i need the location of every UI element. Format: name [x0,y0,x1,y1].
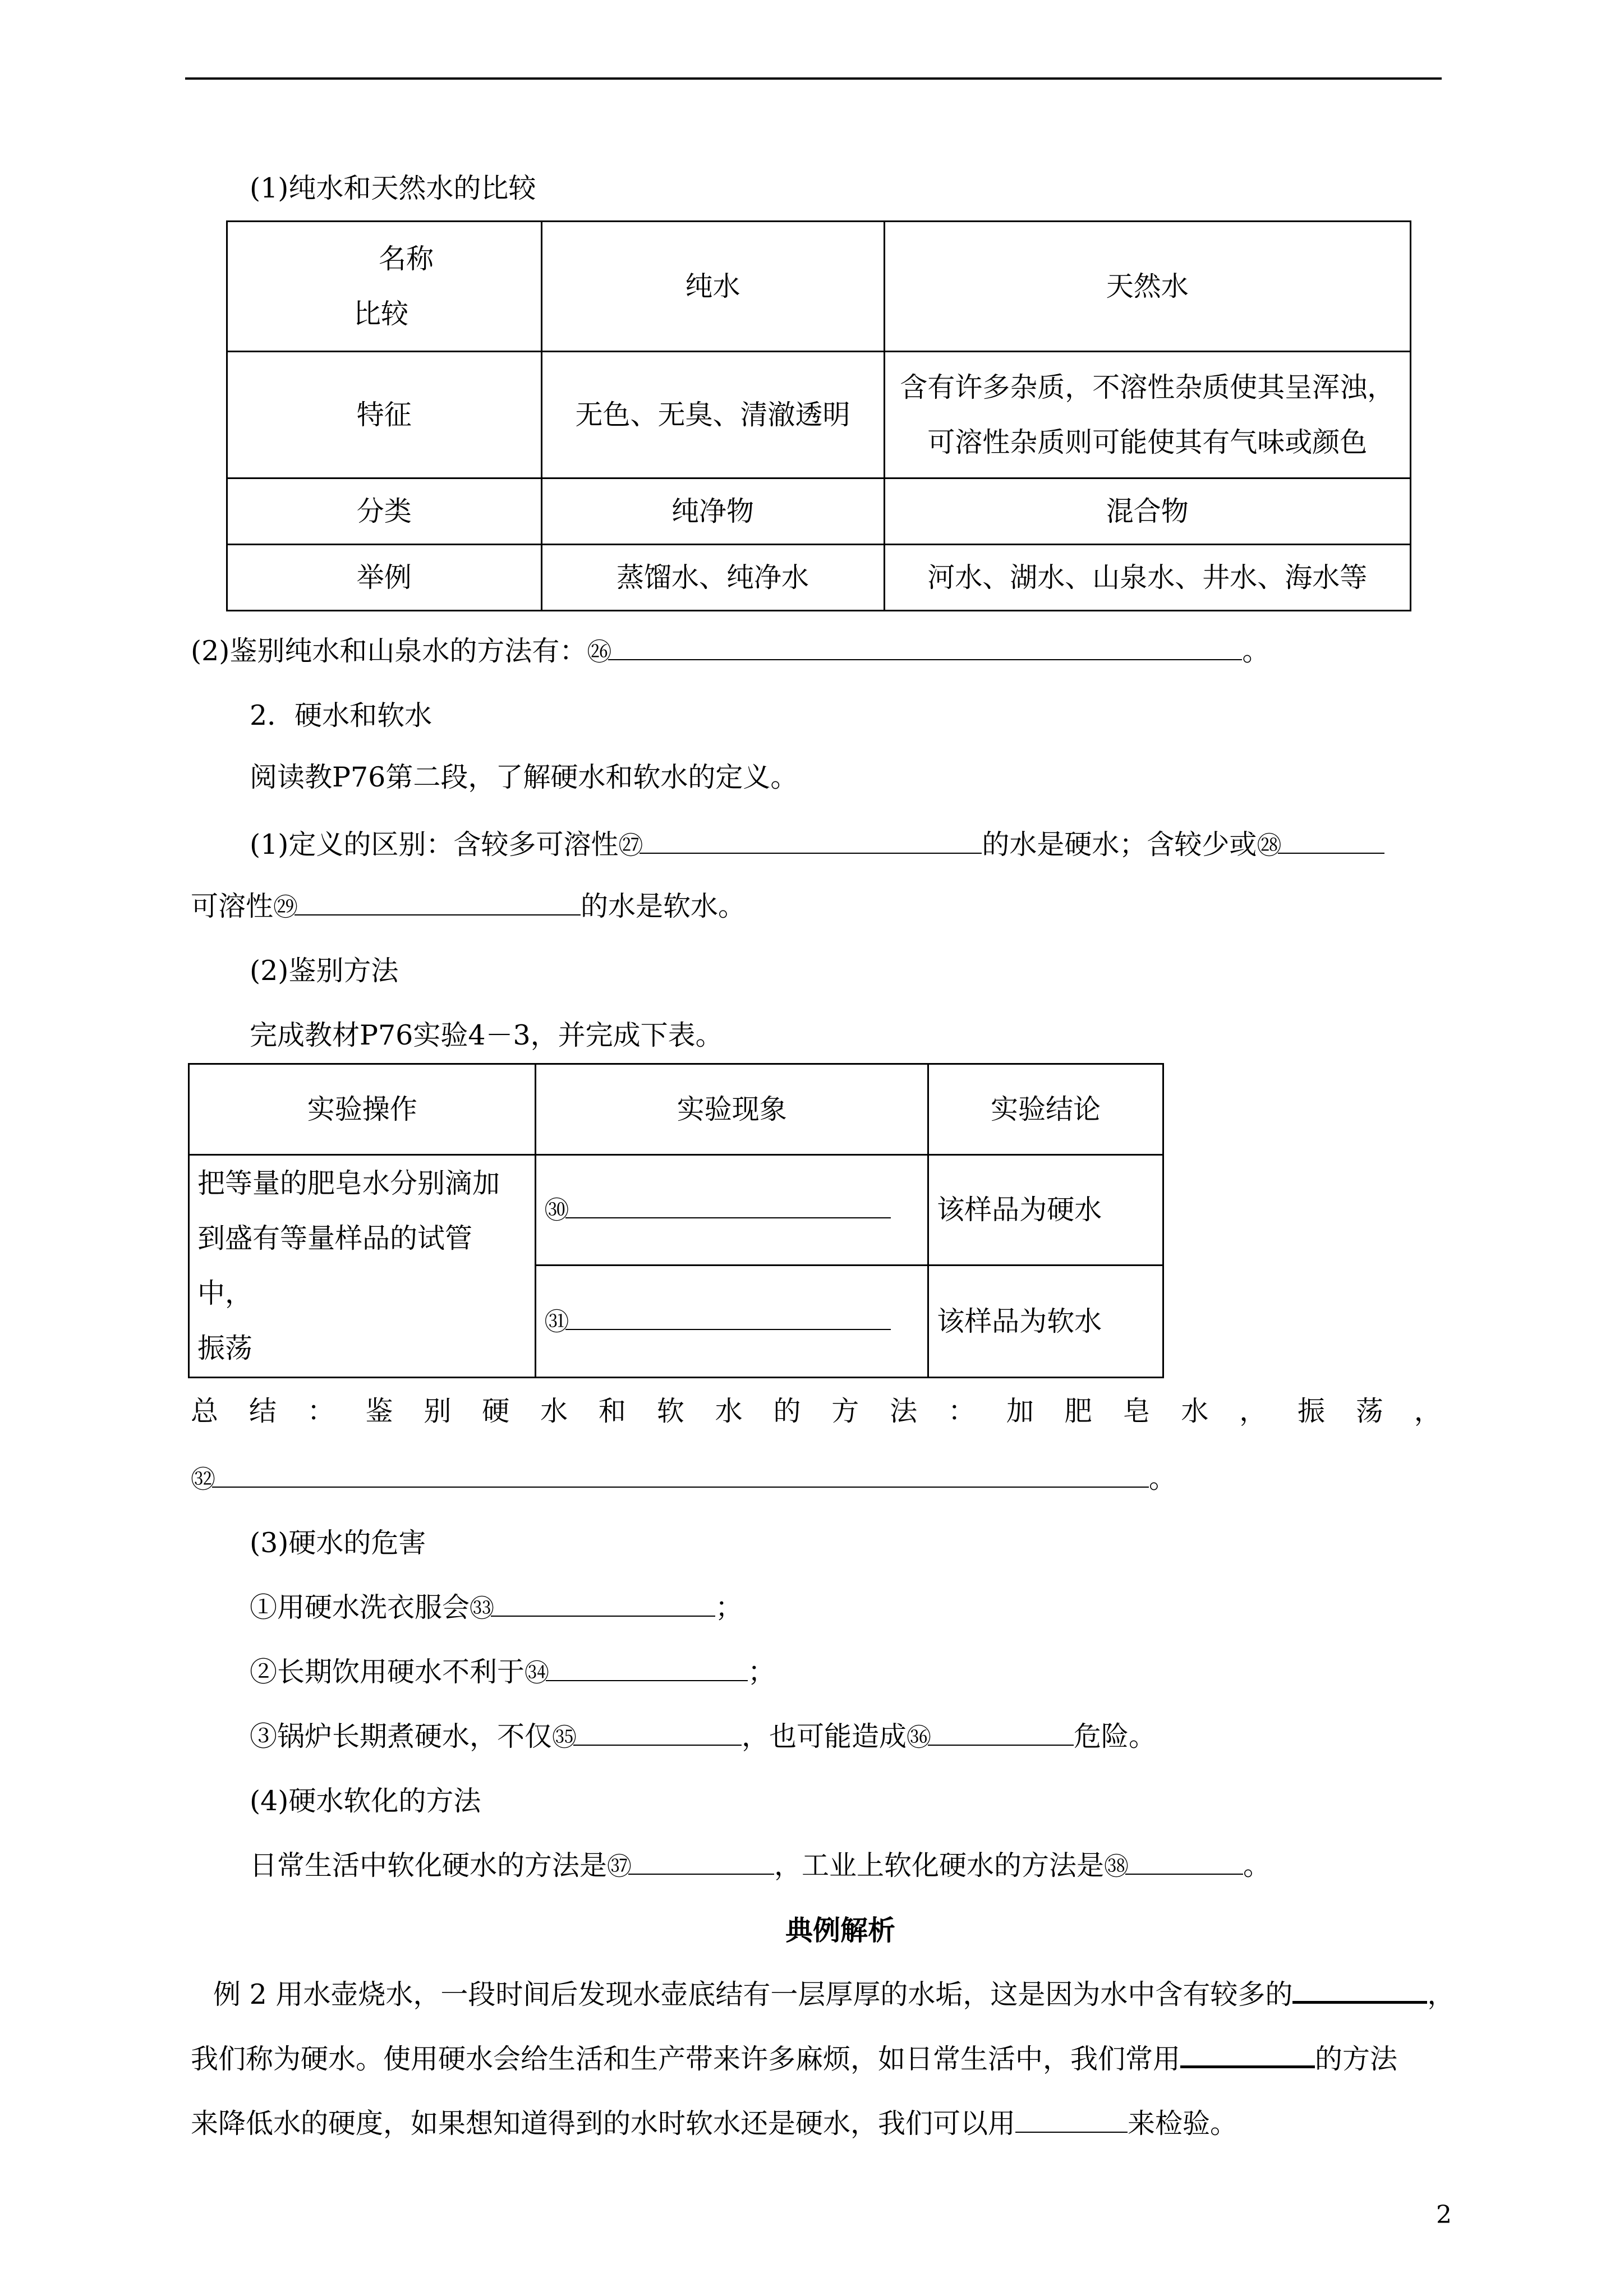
punct: 。 [1242,635,1270,667]
definition-line1 [250,827,1384,863]
summary-line [191,1394,1442,1429]
soften-heading: (4)硬水软化的方法 [250,1785,481,1817]
answer-blank-32[interactable] [212,1465,1149,1488]
punct: 。 [1243,1849,1271,1881]
punct: ； [715,1591,743,1623]
exp-conclusion-hard: 该样品为硬水 [928,1155,1163,1266]
summary-char: ： [307,1395,335,1427]
answer-blank-27[interactable] [640,831,982,854]
answer-blank-33[interactable] [491,1594,715,1617]
cell-feature-natural-line1: 含有许多杂质，不溶性杂质使其呈浑浊， [900,371,1395,403]
punct: ， [1427,1978,1455,2010]
punct: ； [748,1656,776,1688]
exp-header-conclusion: 实验结论 [928,1064,1163,1155]
summary-char: 加 [1006,1395,1034,1427]
summary-char: 方 [831,1395,859,1427]
header-pure: 纯水 [541,222,884,352]
definition-text-c: 可溶性 [191,890,274,922]
row-label-feature: 特征 [227,352,542,478]
summary-answer-line [191,1461,1176,1497]
summary-char: 鉴 [365,1395,393,1427]
answer-blank-31[interactable] [565,1308,891,1330]
exp-header-phenomenon: 实验现象 [536,1064,928,1155]
corner-top-label: 名称 [379,242,434,275]
example-blank-1[interactable] [1292,1981,1427,2004]
section2-heading: 2．硬水和软水 [250,700,433,731]
example-blank-3[interactable] [1015,2110,1128,2133]
row-label-category: 分类 [227,478,542,545]
summary-char: 别 [424,1395,452,1427]
harm-item-2 [250,1655,775,1691]
blank-marker-31: ㉛ [544,1307,566,1336]
exp-operation-line1: 把等量的肥皂水分别滴加 [197,1167,500,1199]
exp-phenomenon-soft [536,1266,928,1378]
header-natural: 天然水 [884,222,1410,352]
blank-marker-28: ㉘ [1257,831,1278,860]
answer-blank-36[interactable] [928,1723,1074,1746]
method-heading: (2)鉴别方法 [250,955,399,987]
exp-phenomenon-hard [536,1155,928,1266]
answer-blank-28[interactable] [1278,831,1384,854]
harm-item-2-text: ②长期饮用硬水不利于 [250,1656,525,1688]
definition-text-d: 的水是软水。 [581,890,746,922]
soften-text-b: ，工业上软化硬水的方法是 [774,1849,1105,1881]
example-blank-2[interactable] [1180,2046,1315,2068]
blank-marker-29: ㉙ [273,893,295,922]
soften-text-a: 日常生活中软化硬水的方法是 [250,1849,608,1881]
exp-header-operation: 实验操作 [189,1064,536,1155]
summary-char: 皂 [1122,1395,1151,1427]
experiment-intro: 完成教材P76实验4－3，并完成下表。 [250,1019,723,1051]
summary-char: 肥 [1064,1395,1092,1427]
exp-conclusion-soft: 该样品为软水 [928,1266,1163,1378]
example-text-1: 例 2 用水壶烧水，一段时间后发现水壶底结有一层厚厚的水垢，这是因为水中含有较多的 [213,1978,1293,2010]
summary-char: 法 [890,1395,918,1427]
experiment-table [188,1063,1164,1378]
example-line3 [191,2106,1237,2141]
answer-blank-29[interactable] [295,893,581,915]
harm-heading: (3)硬水的危害 [250,1527,426,1559]
summary-char: 硬 [482,1395,510,1427]
summary-char: 水 [715,1395,743,1427]
answer-blank-38[interactable] [1125,1852,1243,1875]
blank-marker-26: ㉖ [587,638,609,666]
summary-char: 荡 [1355,1395,1383,1427]
example-heading: 典例解析 [785,1914,896,1947]
blank-marker-33: ㉝ [470,1594,491,1623]
header-rule [185,77,1442,80]
blank-marker-32: ㉜ [191,1465,212,1494]
example-text-2-end: 的方法 [1315,2043,1398,2075]
identify-question [191,634,1269,670]
cell-example-pure: 蒸馏水、纯净水 [541,545,884,611]
definition-line2 [191,889,746,925]
cell-category-natural: 混合物 [884,478,1410,545]
row-label-example: 举例 [227,545,542,611]
soften-line [250,1848,1271,1884]
exp-operation-line2: 到盛有等量样品的试管中， [197,1222,473,1309]
summary-char: 总 [191,1395,219,1427]
answer-blank-35[interactable] [573,1723,742,1746]
exp-operation-line3: 振荡 [197,1332,253,1364]
harm-item-1 [250,1590,743,1626]
definition-text-a: (1)定义的区别：含较多可溶性 [250,829,619,861]
summary-char: 结 [249,1395,277,1427]
summary-char: ： [947,1395,976,1427]
summary-char: 水 [1181,1395,1209,1427]
summary-char: 和 [598,1395,626,1427]
summary-char: 软 [656,1395,684,1427]
blank-marker-27: ㉗ [618,831,640,860]
cell-feature-natural [884,352,1410,478]
harm-item-3-text-b: ，也可能造成 [742,1720,907,1752]
example-text-3: 来降低水的硬度，如果想知道得到的水时软水还是硬水，我们可以用 [191,2108,1016,2139]
punct: 。 [1149,1462,1177,1494]
harm-item-3-text-a: ③锅炉长期煮硬水，不仅 [250,1720,553,1752]
corner-bottom-label: 比较 [353,297,409,330]
blank-marker-38: ㊳ [1104,1852,1126,1881]
blank-marker-36: ㊱ [907,1723,928,1752]
summary-char: 水 [540,1395,568,1427]
example-line2 [191,2042,1397,2077]
blank-marker-34: ㉞ [525,1659,546,1687]
summary-char: 振 [1298,1395,1326,1427]
blank-marker-30: ㉚ [544,1196,566,1225]
example-text-3-end: 来检验。 [1128,2108,1238,2139]
cell-example-natural: 河水、湖水、山泉水、井水、海水等 [884,545,1410,611]
section2-intro: 阅读教P76第二段，了解硬水和软水的定义。 [250,761,798,793]
definition-text-b: 的水是硬水；含较少或 [982,829,1257,861]
harm-item-3 [250,1719,1156,1755]
harm-item-1-text: ①用硬水洗衣服会 [250,1591,470,1623]
table1-caption: (1)纯水和天然水的比较 [250,172,536,204]
answer-blank-30[interactable] [565,1196,891,1218]
identify-question-text: (2)鉴别纯水和山泉水的方法有： [191,635,587,667]
example-line1 [213,1977,1455,2012]
harm-item-3-text-end: 危险。 [1074,1720,1157,1752]
blank-marker-37: ㊲ [607,1852,629,1881]
cell-feature-pure: 无色、无臭、清澈透明 [541,352,884,478]
corner-cell [227,222,542,352]
cell-category-pure: 纯净物 [541,478,884,545]
summary-char: 的 [773,1395,801,1427]
answer-blank-37[interactable] [628,1852,774,1875]
answer-blank-26[interactable] [608,638,1242,660]
pure-vs-natural-table [226,220,1411,611]
summary-char: ， [1239,1395,1267,1427]
summary-char: ， [1414,1395,1442,1427]
page-number: 2 [1436,2201,1452,2229]
cell-feature-natural-line2: 可溶性杂质则可能使其有气味或颜色 [927,426,1368,458]
blank-marker-35: ㉟ [552,1723,574,1752]
exp-operation-cell [189,1155,536,1378]
example-text-2: 我们称为硬水。使用硬水会给生活和生产带来许多麻烦，如日常生活中，我们常用 [191,2043,1181,2075]
answer-blank-34[interactable] [546,1659,748,1681]
